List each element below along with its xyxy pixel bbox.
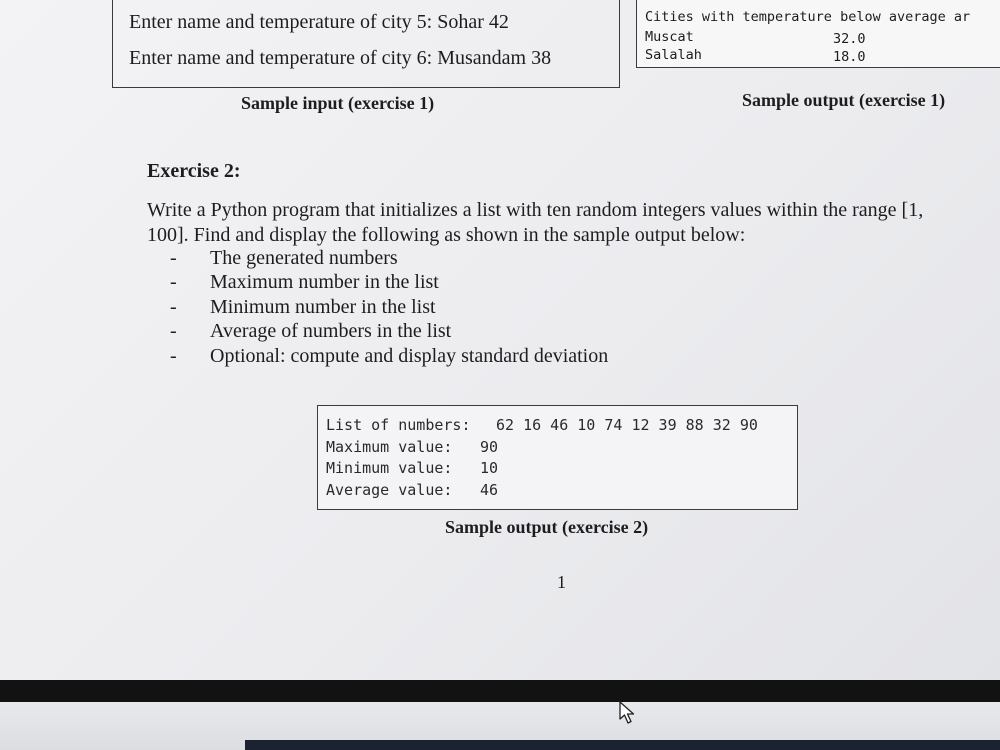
input-line-city6: Enter name and temperature of city 6: Musandam 38 [129, 47, 552, 69]
output-1-temp: 18.0 [833, 49, 866, 65]
sample-output-1-caption: Sample output (exercise 1) [742, 90, 946, 110]
page-number: 1 [557, 572, 566, 592]
list-item: - Optional: compute and display standard deviation [170, 344, 609, 367]
list-item: - Average of numbers in the list [170, 320, 452, 343]
output-2-value: 90 [480, 438, 499, 456]
taskbar-strip [245, 740, 1000, 750]
list-item: - The generated numbers [170, 247, 398, 269]
mouse-cursor-icon [618, 700, 640, 726]
list-item: - Maximum number in the list [170, 271, 439, 294]
output-2-value: 46 [480, 481, 499, 499]
output-1-city: Muscat [645, 29, 694, 45]
monitor-bezel [0, 680, 1000, 702]
output-1-city: Salalah [645, 47, 702, 63]
sample-input-box [112, 0, 620, 88]
sample-output-1-box [636, 0, 1000, 68]
output-2-value: 62 16 46 10 74 12 39 88 32 90 [496, 416, 758, 434]
output-1-header: Cities with temperature below average ar [645, 9, 971, 25]
list-item: - Minimum number in the list [170, 295, 436, 318]
sample-output-2-caption: Sample output (exercise 2) [445, 517, 649, 537]
output-2-label: Maximum value: [326, 438, 453, 456]
output-2-label: List of numbers: [326, 416, 471, 434]
output-1-temp: 32.0 [833, 31, 866, 47]
sample-input-caption: Sample input (exercise 1) [241, 93, 435, 113]
requirements-list [170, 246, 608, 368]
sample-output-2-box [317, 405, 798, 510]
exercise-description: Write a Python program that initializes a list with ten random integers values within the range [1, 100]. Find and display the following as shown in the sample output below: [147, 199, 924, 246]
input-line-city5: Enter name and temperature of city 5: Sohar 42 [129, 11, 509, 33]
output-2-label: Average value: [326, 481, 453, 499]
output-2-label: Minimum value: [326, 459, 453, 477]
output-2-value: 10 [480, 459, 499, 477]
exercise-title: Exercise 2: [147, 160, 241, 182]
